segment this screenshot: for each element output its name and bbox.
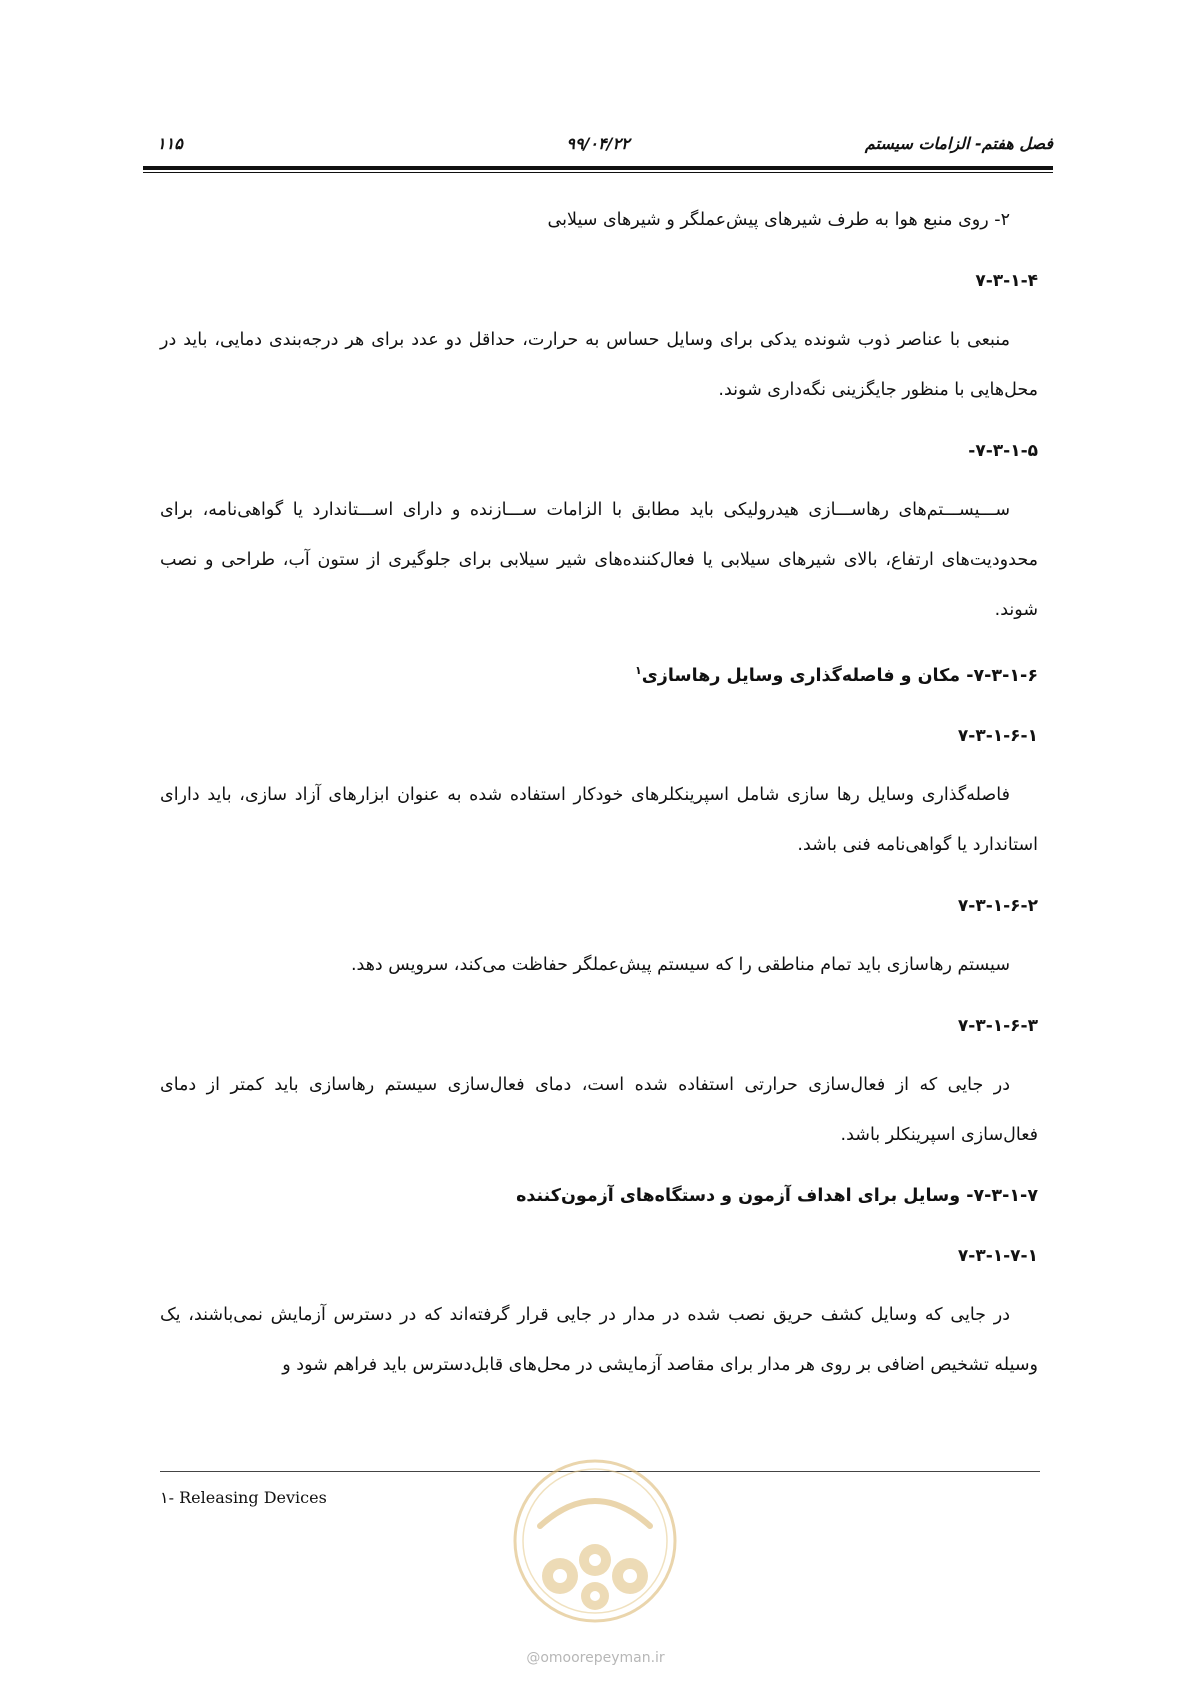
header-rule-thick [143,166,1053,170]
watermark-url: @omoorepeyman.ir [526,1650,665,1666]
gear-hole [623,1569,637,1583]
footnote: ۱- Releasing Devices [160,1488,327,1507]
section-number-7-3-1-6-1: ۷-۳-۱-۶-۱ [957,725,1038,746]
paragraph-7-3-1-7-1: در جایی که وسایل کشف حریق نصب شده در مدار در جایی قرار گرفته‌اند که در دسترس آزمایش نمی‌باشند، یک وسیله تشخیص اضافی بر روی هر مدار برای مقاصد آزمایشی در محل‌های قابل‌دسترس باید فراهم شود و [160,1304,1038,1375]
heading-7-3-1-7: ۷-۳-۱-۷- وسایل برای اهداف آزمون و دستگاه‌های آزمون‌کننده [516,1185,1038,1206]
page-number: ۱۱۵ [157,134,183,153]
list-item-2: ۲- روی منبع هوا به طرف شیرهای پیش‌عملگر و شیرهای سیلابی [547,210,1010,230]
paragraph-7-3-1-6-1: فاصله‌گذاری وسایل رها سازی شامل اسپرینکلرهای خودکار استفاده شده به عنوان ابزارهای آزاد سازی، باید دارای استاندارد یا گواهی‌نامه فنی باشد. [160,784,1038,855]
watermark-script-stroke [540,1501,650,1526]
section-number-7-3-1-4: ۷-۳-۱-۴ [975,271,1038,291]
gear-hole [589,1554,601,1566]
gear-hole [590,1591,600,1601]
header-rule-thin [143,172,1053,173]
document-body [160,195,1038,1390]
gear-hole [553,1569,567,1583]
paragraph-7-3-1-4: منبعی با عناصر ذوب شونده یدکی برای وسایل حساس به حرارت، حداقل دو عدد برای هر درجه‌بندی دمایی، باید در محل‌هایی با منظور جایگزینی نگه‌داری شوند. [160,330,1038,400]
watermark-logo [510,1456,680,1626]
paragraph-7-3-1-5: ســـیســـتم‌های رهاســـازی هیدرولیکی باید مطابق با الزامات ســـازنده و دارای اســـتاندارد یا گواهی‌نامه، برای محدودیت‌های ارتفاع، بالای شیرهای سیلابی یا فعال‌کننده‌های شیر سیلابی برای جلوگیری از ستون آب، طراحی و نصب شوند. [160,500,1038,620]
heading-7-3-1-6 [160,647,1038,700]
header-date: ۹۹/۰۴/۲۲ [566,134,630,153]
paragraph-7-3-1-6-3: در جایی که از فعال‌سازی حرارتی استفاده شده است، دمای فعال‌سازی سیستم رهاسازی باید کمتر از دمای فعال‌سازی اسپرینکلر باشد. [160,1074,1038,1145]
section-number-7-3-1-5: ۷-۳-۱-۵- [968,441,1038,461]
page-header [143,128,1053,158]
heading-7-3-1-6-text: ۷-۳-۱-۶- مکان و فاصله‌گذاری وسایل رهاسازی [641,665,1038,686]
chapter-title: فصل هفتم- الزامات سیستم [864,134,1053,153]
section-number-7-3-1-6-3: ۷-۳-۱-۶-۳ [957,1015,1038,1036]
footnote-ref: ۱ [635,664,642,677]
section-number-7-3-1-6-2: ۷-۳-۱-۶-۲ [957,895,1038,916]
paragraph-7-3-1-6-2: سیستم رهاسازی باید تمام مناطقی را که سیستم پیش‌عملگر حفاظت می‌کند، سرویس دهد. [350,954,1010,975]
section-number-7-3-1-7-1: ۷-۳-۱-۷-۱ [957,1245,1038,1266]
